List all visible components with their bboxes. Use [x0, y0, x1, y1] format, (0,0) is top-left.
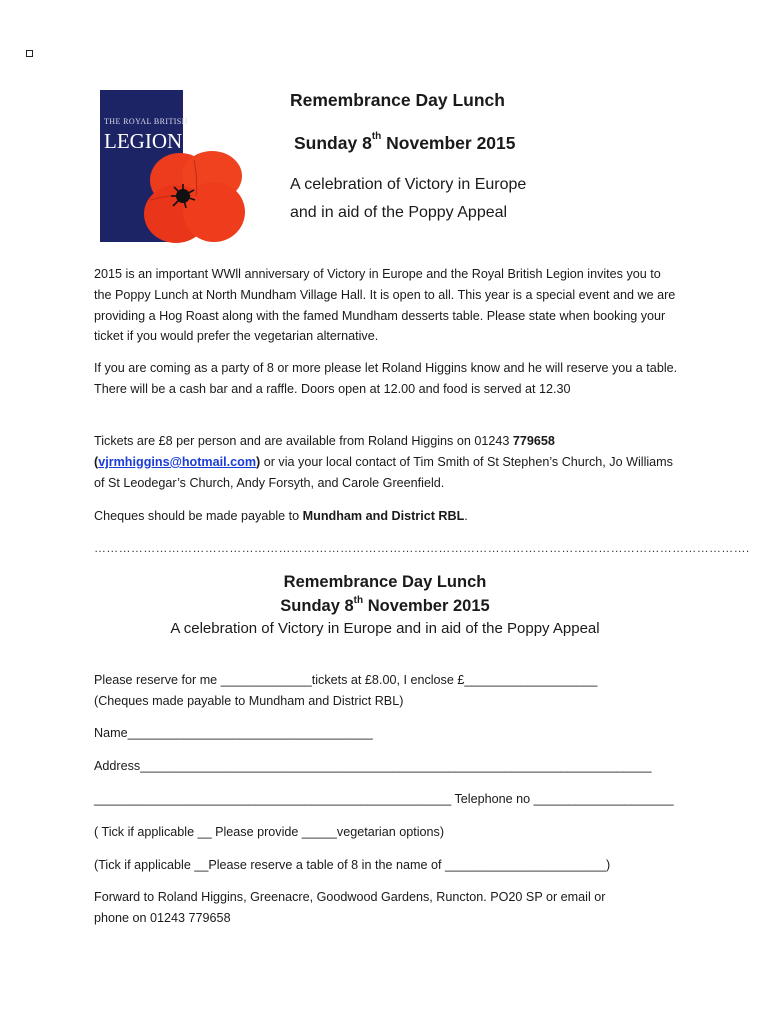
- forward-instructions-1: Forward to Roland Higgins, Greenacre, Goodwood Gardens, Runcton. PO20 SP or email or: [94, 890, 606, 904]
- vegetarian-option-field[interactable]: ( Tick if applicable __ Please provide _____vegetarian options): [94, 825, 445, 839]
- tickets-paragraph: Tickets are £8 per person and are available from Roland Higgins on 01243 779658 (vjrmhiggins@hotmail.com) or via your local contact of Tim Smith of St Stephen’s Church, Jo Williams of St Leodegar’s Church, Andy Forsyth, and Carole Greenfield.: [94, 434, 673, 490]
- event-date: Sunday 8th November 2015: [294, 131, 516, 153]
- party-paragraph: If you are coming as a party of 8 or more please let Roland Higgins know and he will reserve you a table. There will be a cash bar and a raffle. Doors open at 12.00 and food is served at 12.30: [94, 361, 678, 396]
- cut-line-divider: …………………………………………………………………………………………………………………………………………….: [94, 541, 750, 555]
- cheques-paragraph: Cheques should be made payable to Mundham and District RBL.: [94, 509, 468, 523]
- form-title: Remembrance Day Lunch: [283, 573, 487, 591]
- logo-text-small: THE ROYAL BRITISH: [104, 117, 188, 126]
- event-tagline-1: A celebration of Victory in Europe: [290, 176, 527, 193]
- bullet-square-icon: [26, 50, 33, 57]
- intro-paragraph: 2015 is an important WWll anniversary of Victory in Europe and the Royal British Legion invites you to the Poppy Lunch at North Mundham Village Hall. It is open to all. This year is a special event and we are providing a Hog Roast along with the famed Mundham desserts table. Please state when booking your ticket if you would prefer the vegetarian alternative.: [94, 267, 676, 344]
- address-field[interactable]: Address_________________________________________________________________________: [94, 759, 652, 773]
- royal-british-legion-logo: [96, 86, 246, 246]
- form-date: Sunday 8th November 2015: [280, 595, 490, 615]
- form-tagline: A celebration of Victory in Europe and in aid of the Poppy Appeal: [170, 620, 600, 637]
- email-link[interactable]: vjrmhiggins@hotmail.com: [98, 454, 257, 469]
- cheques-note: (Cheques made payable to Mundham and District RBL): [94, 694, 404, 708]
- event-tagline-2: and in aid of the Poppy Appeal: [290, 204, 508, 221]
- reserve-tickets-field[interactable]: Please reserve for me _____________tickets at £8.00, I enclose £___________________: [94, 673, 598, 687]
- event-title: Remembrance Day Lunch: [290, 90, 505, 110]
- name-field[interactable]: Name___________________________________: [94, 726, 373, 740]
- telephone-field[interactable]: ___________________________________________________ Telephone no ____________________: [94, 792, 674, 806]
- reserve-table-field[interactable]: (Tick if applicable __Please reserve a table of 8 in the name of _______________________): [94, 858, 611, 872]
- forward-instructions-2: phone on 01243 779658: [94, 911, 231, 925]
- logo-text-legion: LEGION: [104, 129, 183, 153]
- poppy-icon: [142, 150, 248, 246]
